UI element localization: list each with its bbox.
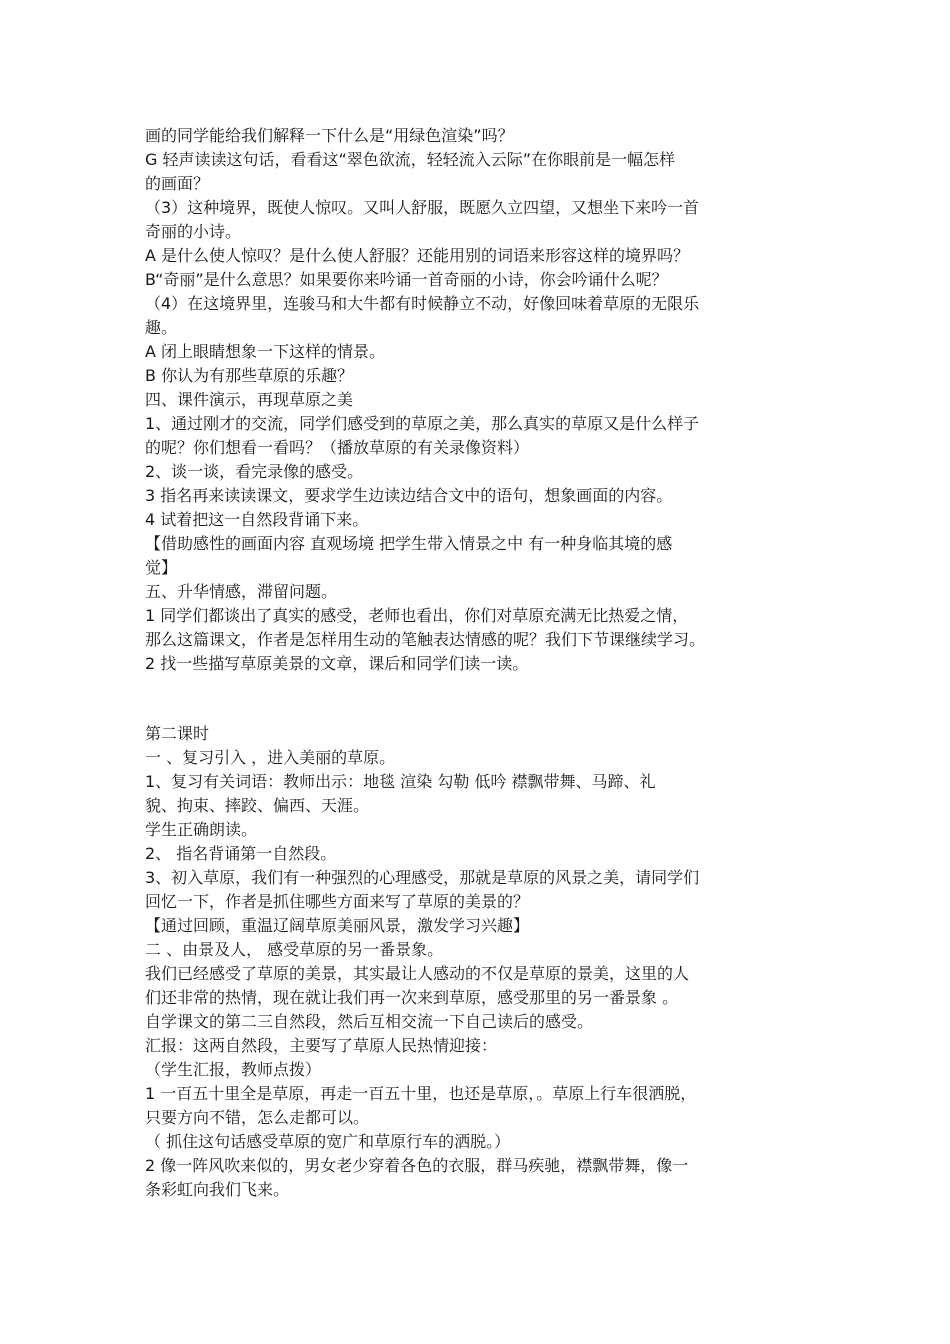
paragraph-line: （ 抓住这句话感受草原的宽广和草原行车的洒脱。） [145, 1132, 511, 1151]
paragraph-line: 汇报：这两自然段，主要写了草原人民热情迎接： [145, 1036, 498, 1055]
paragraph-line: 条彩虹向我们飞来。 [145, 1180, 290, 1199]
paragraph-line: B“奇丽”是什么意思？如果要你来吟诵一首奇丽的小诗，你会吟诵什么呢？ [145, 270, 668, 289]
paragraph-line: 2、 指名背诵第一自然段。 [145, 844, 337, 863]
paragraph-line: A 是什么使人惊叹？是什么使人舒服？还能用别的词语来形容这样的境界吗？ [145, 246, 690, 265]
section-heading: 五、升华情感，滞留问题。 [145, 582, 338, 601]
paragraph-line: 学生正确朗读。 [145, 820, 258, 839]
paragraph-line: 我们已经感受了草原的美景，其实最让人感动的不仅是草原的景美，这里的人 [145, 964, 690, 983]
paragraph-line: 2 像一阵风吹来似的，男女老少穿着各色的衣服，群马疾驰，襟飘带舞，像一 [145, 1156, 689, 1175]
paragraph-line: 自学课文的第二三自然段，然后互相交流一下自己读后的感受。 [145, 1012, 594, 1031]
section-heading: 二 、由景及人， 感受草原的另一番景象。 [145, 940, 444, 959]
paragraph-line: 1 同学们都谈出了真实的感受，老师也看出，你们对草原充满无比热爱之情， [145, 606, 689, 625]
paragraph-line: 只要方向不错，怎么走都可以。 [145, 1108, 370, 1127]
design-note-line: 【借助感性的画面内容 直观场境 把学生带入情景之中 有一种身临其境的感 [145, 534, 673, 553]
paragraph-line: 们还非常的热情，现在就让我们再一次来到草原，感受那里的另一番景象 。 [145, 988, 679, 1007]
paragraph-line: A 闭上眼睛想象一下这样的情景。 [145, 342, 386, 361]
paragraph-line: 的呢？你们想看一看吗？（播放草原的有关录像资料） [145, 438, 530, 457]
paragraph-line: 1、复习有关词语：教师出示：地毯 渲染 勾勒 低吟 襟飘带舞、马蹄、礼 [145, 772, 656, 791]
paragraph-line: 貌、拘束、摔跤、偏西、天涯。 [145, 796, 370, 815]
paragraph-line: 1 一百五十里全是草原，再走一百五十里，也还是草原，。草原上行车很洒脱， [145, 1084, 697, 1103]
paragraph-line: 趣。 [145, 318, 178, 337]
paragraph-line: 2 找一些描写草原美景的文章，课后和同学们读一读。 [145, 654, 529, 673]
paragraph-line: （学生汇报，教师点拨） [145, 1060, 322, 1079]
design-note-line: 【通过回顾，重温辽阔草原美丽风景，激发学习兴趣】 [145, 916, 530, 935]
paragraph-line: 1、通过刚才的交流，同学们感受到的草原之美，那么真实的草原又是什么样子 [145, 414, 700, 433]
paragraph-line: （4）在这境界里，连骏马和大牛都有时候静立不动，好像回味着草原的无限乐 [145, 294, 700, 313]
paragraph-line: 回忆一下，作者是抓住哪些方面来写了草原的美景的？ [145, 892, 530, 911]
paragraph-line: 那么这篇课文，作者是怎样用生动的笔触表达情感的呢？我们下节课继续学习。 [145, 630, 706, 649]
paragraph-line: B 你认为有那些草原的乐趣？ [145, 366, 354, 385]
paragraph-line: 4 试着把这一自然段背诵下来。 [145, 510, 369, 529]
paragraph-line: 画的同学能给我们解释一下什么是“用绿色渲染”吗？ [145, 126, 514, 145]
paragraph-line: 3、初入草原，我们有一种强烈的心理感受，那就是草原的风景之美，请同学们 [145, 868, 700, 887]
design-note-line: 觉】 [145, 558, 178, 577]
paragraph-line: G 轻声读读这句话，看看这“翠色欲流，轻轻流入云际”在你眼前是一幅怎样 [145, 150, 676, 169]
section-heading: 四、课件演示，再现草原之美 [145, 390, 354, 409]
paragraph-line: 2、谈一谈，看完录像的感受。 [145, 462, 364, 481]
paragraph-line: 3 指名再来读读课文，要求学生边读边结合文中的语句，想象画面的内容。 [145, 486, 673, 505]
paragraph-line: （3）这种境界，既使人惊叹。又叫人舒服，既愿久立四望，又想坐下来吟一首 [145, 198, 700, 217]
section-heading: 一 、复习引入 ，进入美丽的草原。 [145, 748, 396, 767]
paragraph-line: 奇丽的小诗。 [145, 222, 242, 241]
lesson-title: 第二课时 [145, 724, 210, 743]
paragraph-line: 的画面？ [145, 174, 210, 193]
